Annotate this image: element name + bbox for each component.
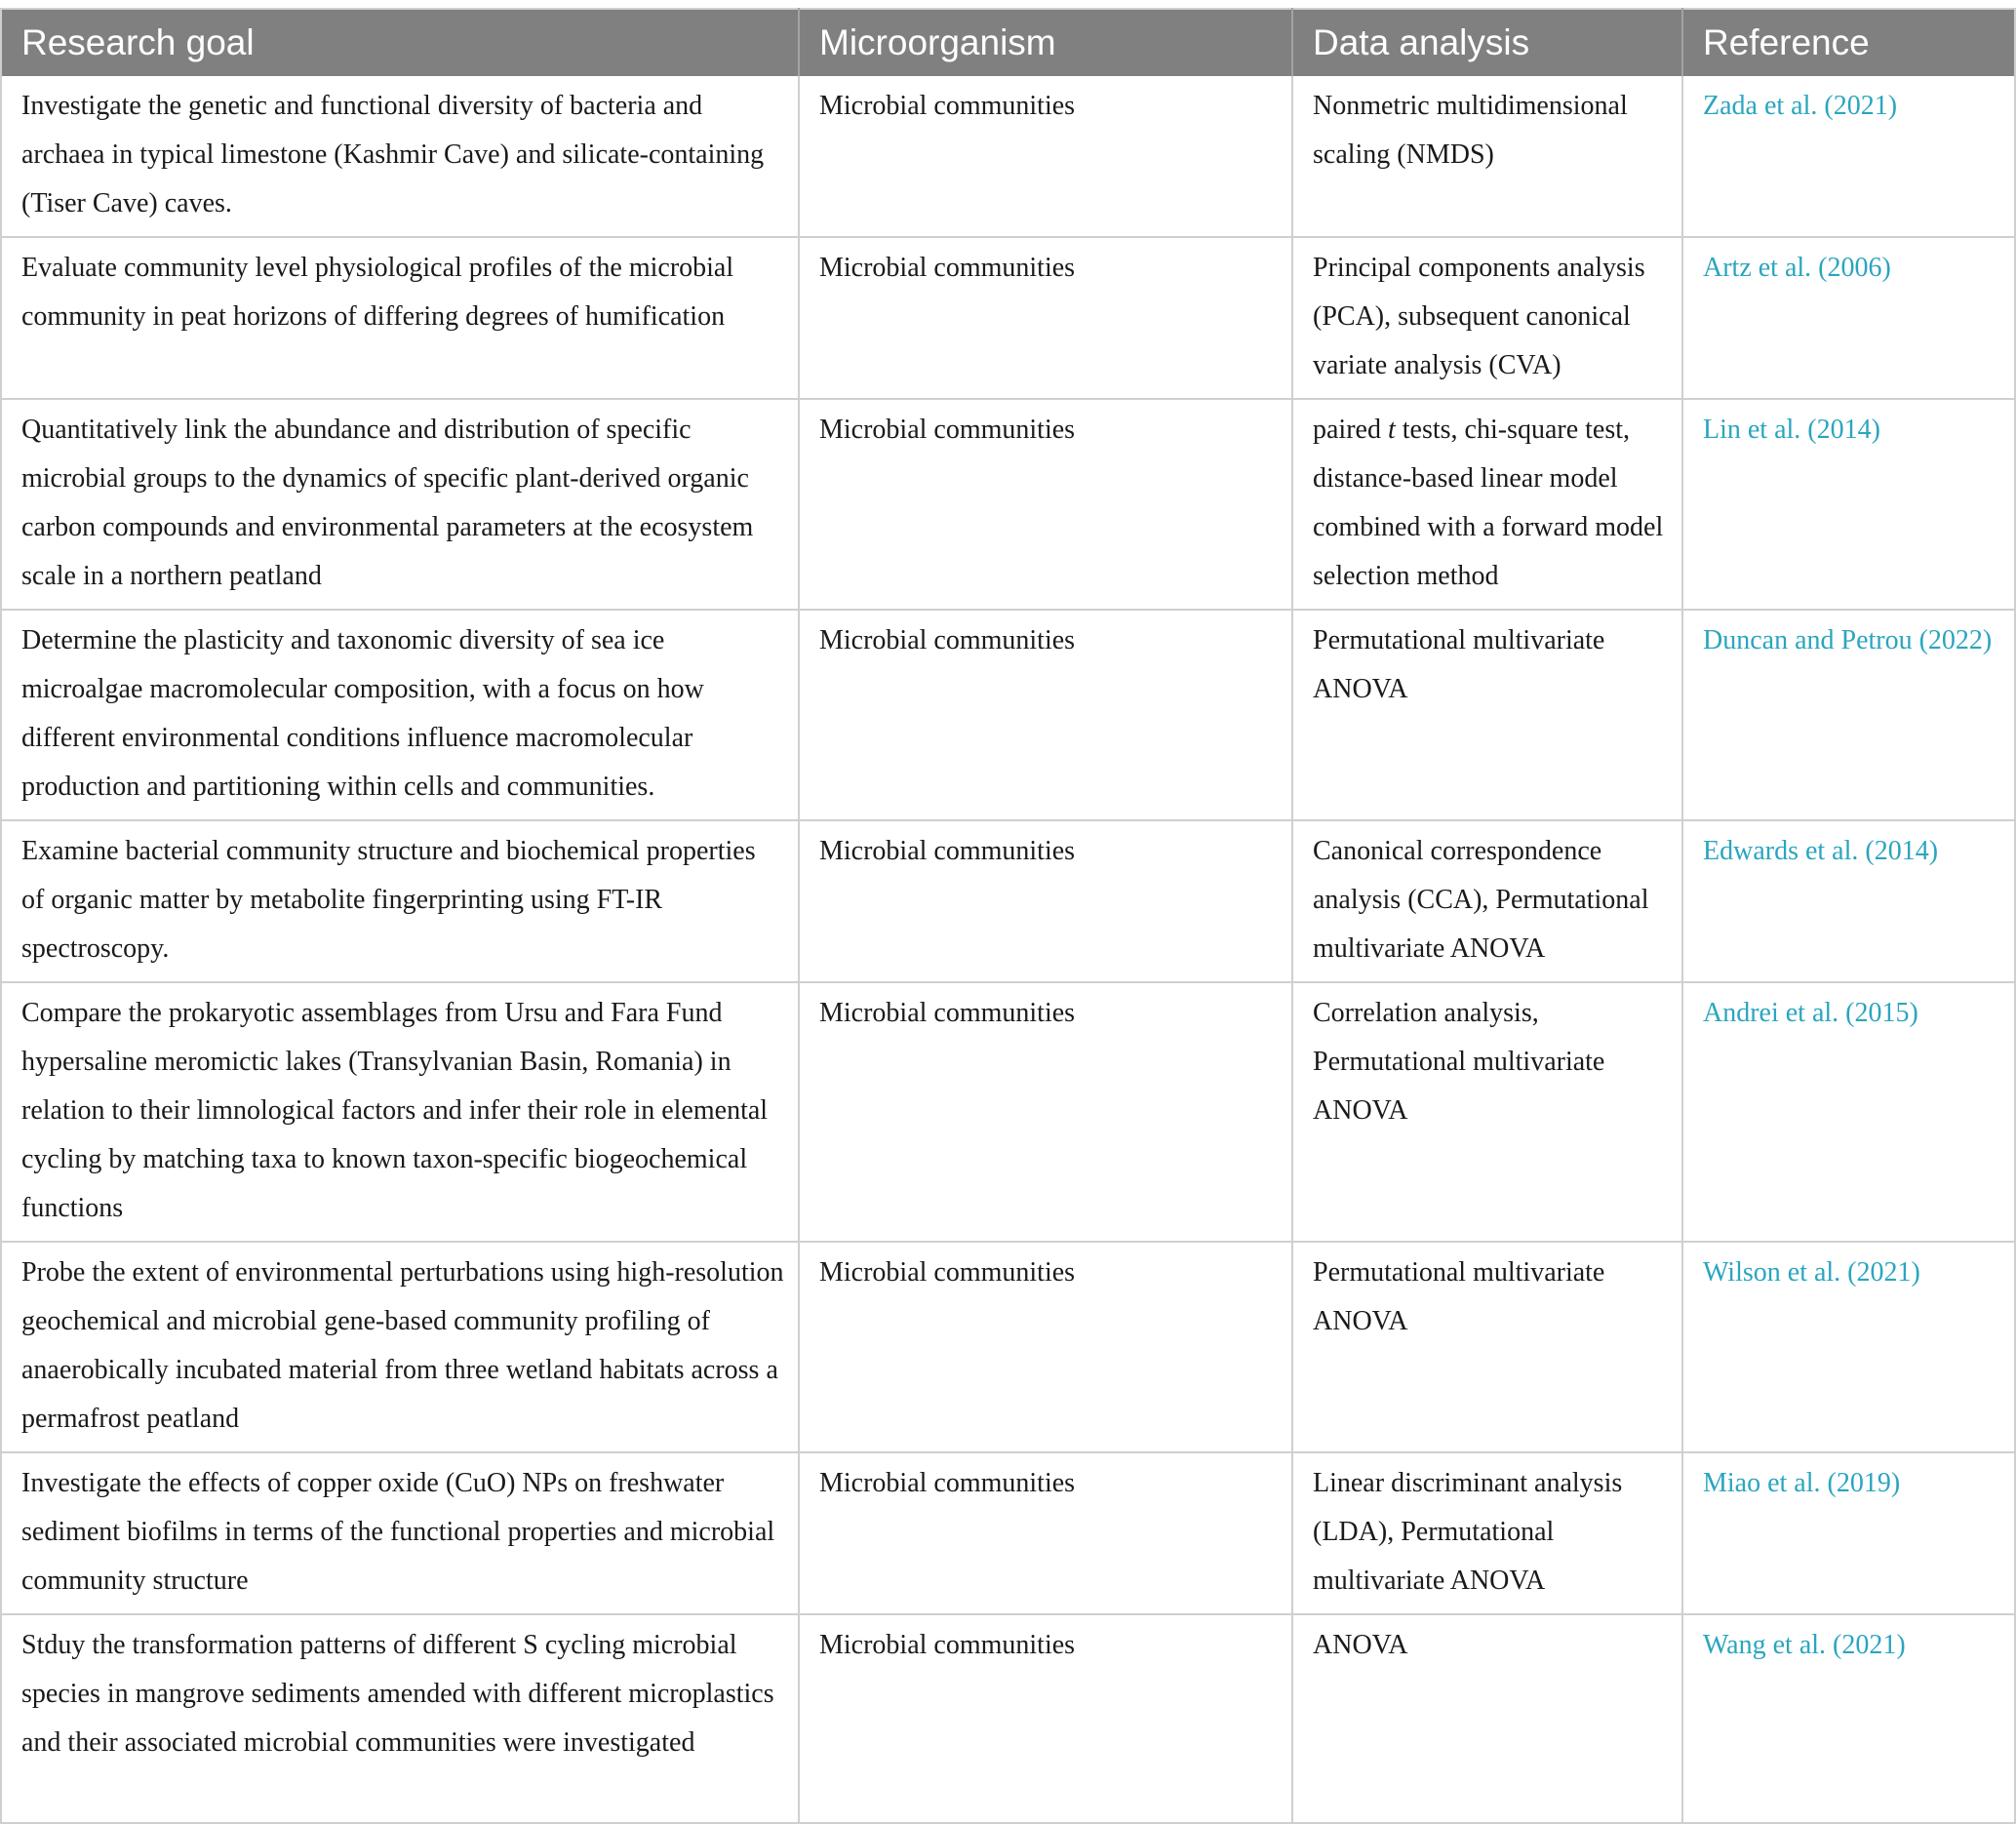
reference-link[interactable]: Zada et al. (2021) <box>1682 76 2015 237</box>
cell-research-goal: Investigate the genetic and functional diversity of bacteria and archaea in typical limestone (Kashmir Cave) and silicate-containing (Tiser Cave) caves. <box>1 76 799 237</box>
header-data-analysis: Data analysis <box>1292 9 1682 76</box>
cell-data-analysis: Permutational multivariate ANOVA <box>1292 1242 1682 1452</box>
table-row <box>1 1614 2015 1823</box>
cell-research-goal: Quantitatively link the abundance and distribution of specific microbial groups to the dynamics of specific plant-derived organic carbon compounds and environmental parameters at the ecosystem scale in a northern peatland <box>1 399 799 610</box>
reference-link[interactable]: Wang et al. (2021) <box>1682 1614 2015 1823</box>
cell-data-analysis: Linear discriminant analysis (LDA), Permutational multivariate ANOVA <box>1292 1452 1682 1614</box>
cell-microorganism: Microbial communities <box>799 1242 1292 1452</box>
cell-microorganism: Microbial communities <box>799 237 1292 399</box>
header-microorganism: Microorganism <box>799 9 1292 76</box>
table-row <box>1 237 2015 399</box>
analysis-rest: tests, chi-square test, distance-based linear model combined with a forward model selection method <box>1313 415 1664 591</box>
cell-data-analysis <box>1292 399 1682 610</box>
table-row <box>1 820 2015 982</box>
reference-link[interactable]: Wilson et al. (2021) <box>1682 1242 2015 1452</box>
table-row <box>1 76 2015 237</box>
cell-microorganism: Microbial communities <box>799 982 1292 1242</box>
cell-research-goal: Determine the plasticity and taxonomic diversity of sea ice microalgae macromolecular composition, with a focus on how different environmental conditions influence macromolecular production and partitioning within cells and communities. <box>1 610 799 820</box>
cell-microorganism: Microbial communities <box>799 399 1292 610</box>
table-row <box>1 399 2015 610</box>
cell-data-analysis: Correlation analysis, Permutational multivariate ANOVA <box>1292 982 1682 1242</box>
cell-data-analysis: Principal components analysis (PCA), subsequent canonical variate analysis (CVA) <box>1292 237 1682 399</box>
cell-research-goal: Compare the prokaryotic assemblages from Ursu and Fara Fund hypersaline meromictic lakes (Transylvanian Basin, Romania) in relation to their limnological factors and infer their role in elemental cycling by matching taxa to known taxon-specific biogeochemical functions <box>1 982 799 1242</box>
table-container <box>0 8 2014 1824</box>
reference-link[interactable]: Artz et al. (2006) <box>1682 237 2015 399</box>
cell-microorganism: Microbial communities <box>799 1452 1292 1614</box>
header-reference: Reference <box>1682 9 2015 76</box>
reference-link[interactable]: Edwards et al. (2014) <box>1682 820 2015 982</box>
cell-microorganism: Microbial communities <box>799 610 1292 820</box>
cell-research-goal: Investigate the effects of copper oxide (CuO) NPs on freshwater sediment biofilms in terms of the functional properties and microbial community structure <box>1 1452 799 1614</box>
cell-microorganism: Microbial communities <box>799 76 1292 237</box>
reference-link[interactable]: Lin et al. (2014) <box>1682 399 2015 610</box>
analysis-prefix: paired <box>1313 415 1388 445</box>
cell-microorganism: Microbial communities <box>799 820 1292 982</box>
table-header-row <box>1 9 2015 76</box>
reference-link[interactable]: Andrei et al. (2015) <box>1682 982 2015 1242</box>
analysis-italic-t: t <box>1387 415 1396 445</box>
research-table <box>0 8 2016 1824</box>
table-row <box>1 1242 2015 1452</box>
cell-research-goal: Stduy the transformation patterns of different S cycling microbial species in mangrove sediments amended with different microplastics and their associated microbial communities were investigated <box>1 1614 799 1823</box>
cell-data-analysis: ANOVA <box>1292 1614 1682 1823</box>
table-row <box>1 982 2015 1242</box>
cell-data-analysis: Nonmetric multidimensional scaling (NMDS) <box>1292 76 1682 237</box>
table-row <box>1 1452 2015 1614</box>
cell-research-goal: Probe the extent of environmental perturbations using high-resolution geochemical and microbial gene-based community profiling of anaerobically incubated material from three wetland habitats across a permafrost peatland <box>1 1242 799 1452</box>
cell-microorganism: Microbial communities <box>799 1614 1292 1823</box>
header-research-goal: Research goal <box>1 9 799 76</box>
reference-link[interactable]: Duncan and Petrou (2022) <box>1682 610 2015 820</box>
cell-research-goal: Evaluate community level physiological profiles of the microbial community in peat horizons of differing degrees of humification <box>1 237 799 399</box>
cell-data-analysis: Canonical correspondence analysis (CCA), Permutational multivariate ANOVA <box>1292 820 1682 982</box>
cell-research-goal: Examine bacterial community structure and biochemical properties of organic matter by metabolite fingerprinting using FT-IR spectroscopy. <box>1 820 799 982</box>
table-row <box>1 610 2015 820</box>
reference-link[interactable]: Miao et al. (2019) <box>1682 1452 2015 1614</box>
cell-data-analysis: Permutational multivariate ANOVA <box>1292 610 1682 820</box>
